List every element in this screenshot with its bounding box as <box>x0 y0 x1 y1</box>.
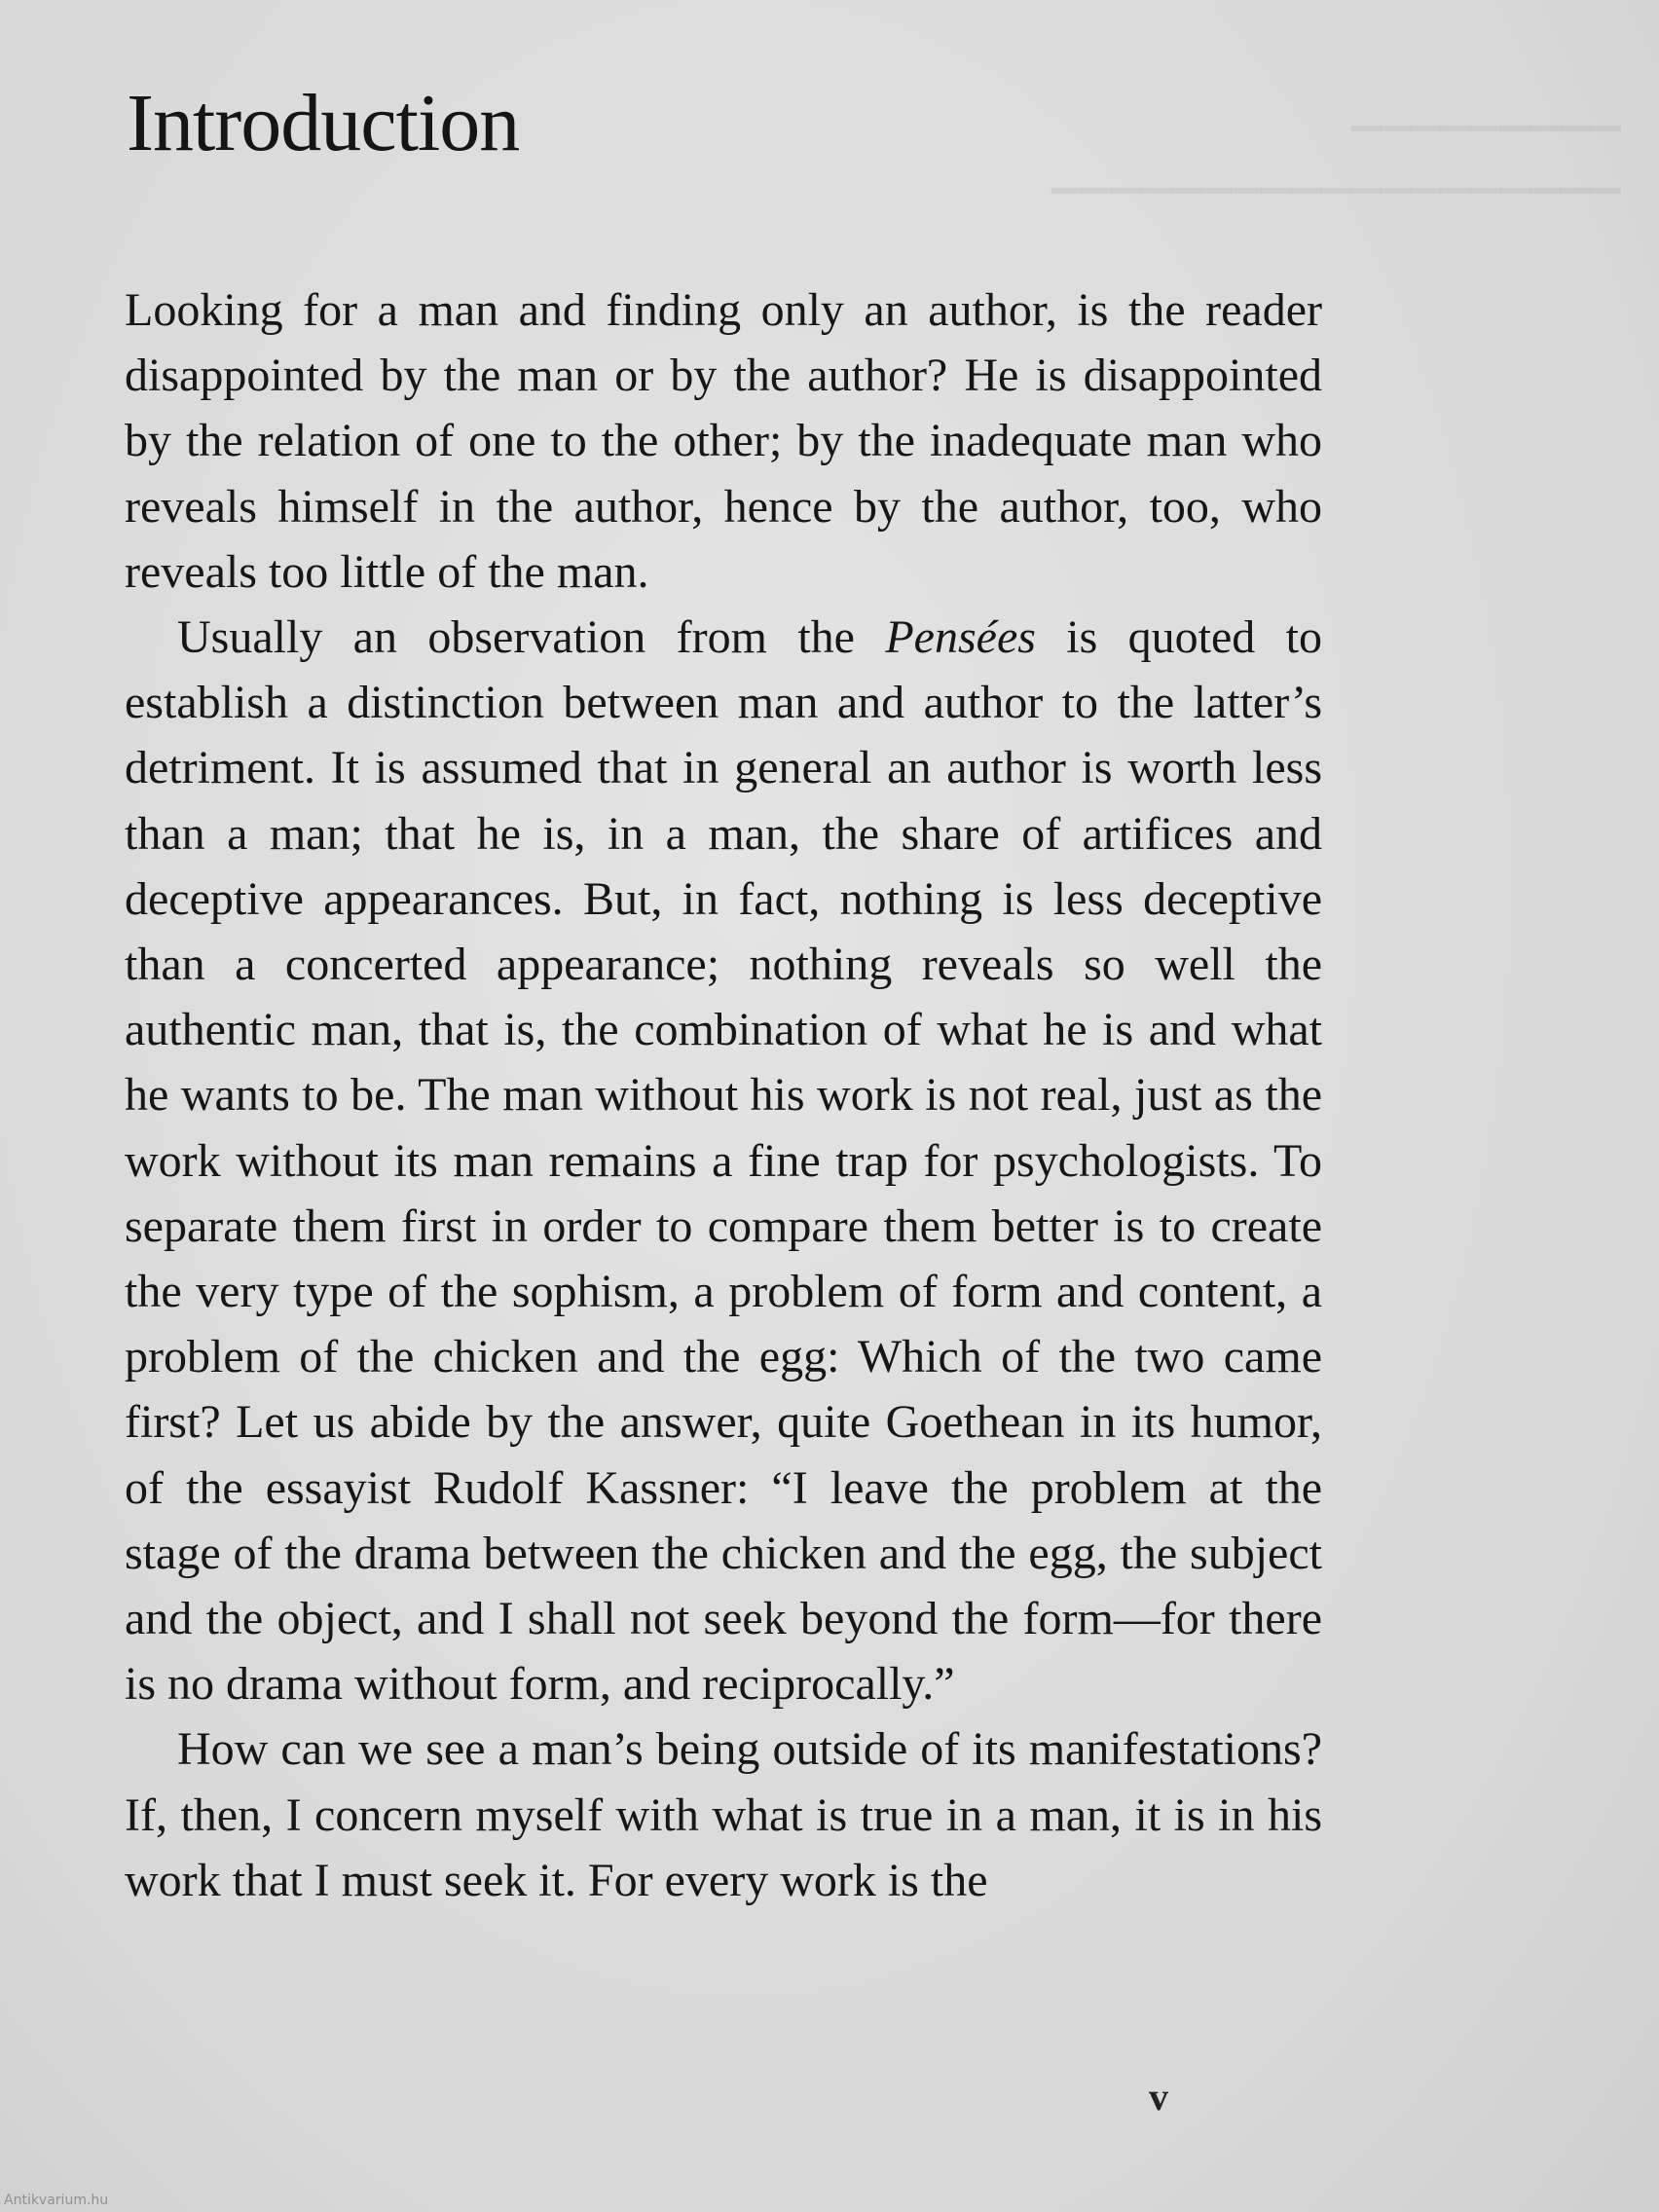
paragraph-text: Usually an observation from the <box>177 611 886 664</box>
watermark: Antikvarium.hu <box>4 2193 109 2208</box>
paragraph <box>125 277 1322 605</box>
bleed-through-text: ▁▁▁▁▁▁▁▁▁ ▁▁▁▁▁▁▁▁▁▁▁▁▁▁▁▁▁▁▁ <box>1051 87 1621 193</box>
chapter-heading: Introduction <box>127 78 520 168</box>
paragraph <box>125 605 1322 1716</box>
paragraph-text: How can we see a man’s being outside of its manifestations? If, then, I concern myself with what is true in a man, it is in his work that I must seek it. For every work is the <box>125 1723 1322 1906</box>
paragraph-text: Looking for a man and finding only an author, is the reader disappointed by the man or by the author? He is disappointed by the relation of one to the other; by the inadequate man who reveals himself in the author, hence by the author, too, who reveals too little of the man. <box>125 284 1322 598</box>
book-title-italic: Pensées <box>885 611 1036 664</box>
paragraph-text: is quoted to establish a distinction between man and author to the latter’s detriment. It is assumed that in general an author is worth less than a man; that he is, in a man, the share of artifices and deceptive appearances. But, in fact, nothing is less deceptive than a concerted appearance; nothing reveals so well the authentic man, that is, the combination of what he is and what he wants to be. The man without his work is not real, just as the work without its man remains a fine trap for psychologists. To separate them first in order to compare them better is to create the very type of the sophism, a problem of form and content, a problem of the chicken and the egg: Which of the two came first? Let us abide by the answer, quite Goethean in its humor, of the essayist Rudolf Kassner: “I leave the problem at the stage of the drama between the chicken and the egg, the subject and the object, and I shall not seek beyond the form—for there is no drama without form, and reciprocally.” <box>125 611 1322 1711</box>
paragraph <box>125 1716 1322 1913</box>
body-text <box>125 277 1322 1913</box>
page-number: v <box>1149 2075 1168 2119</box>
